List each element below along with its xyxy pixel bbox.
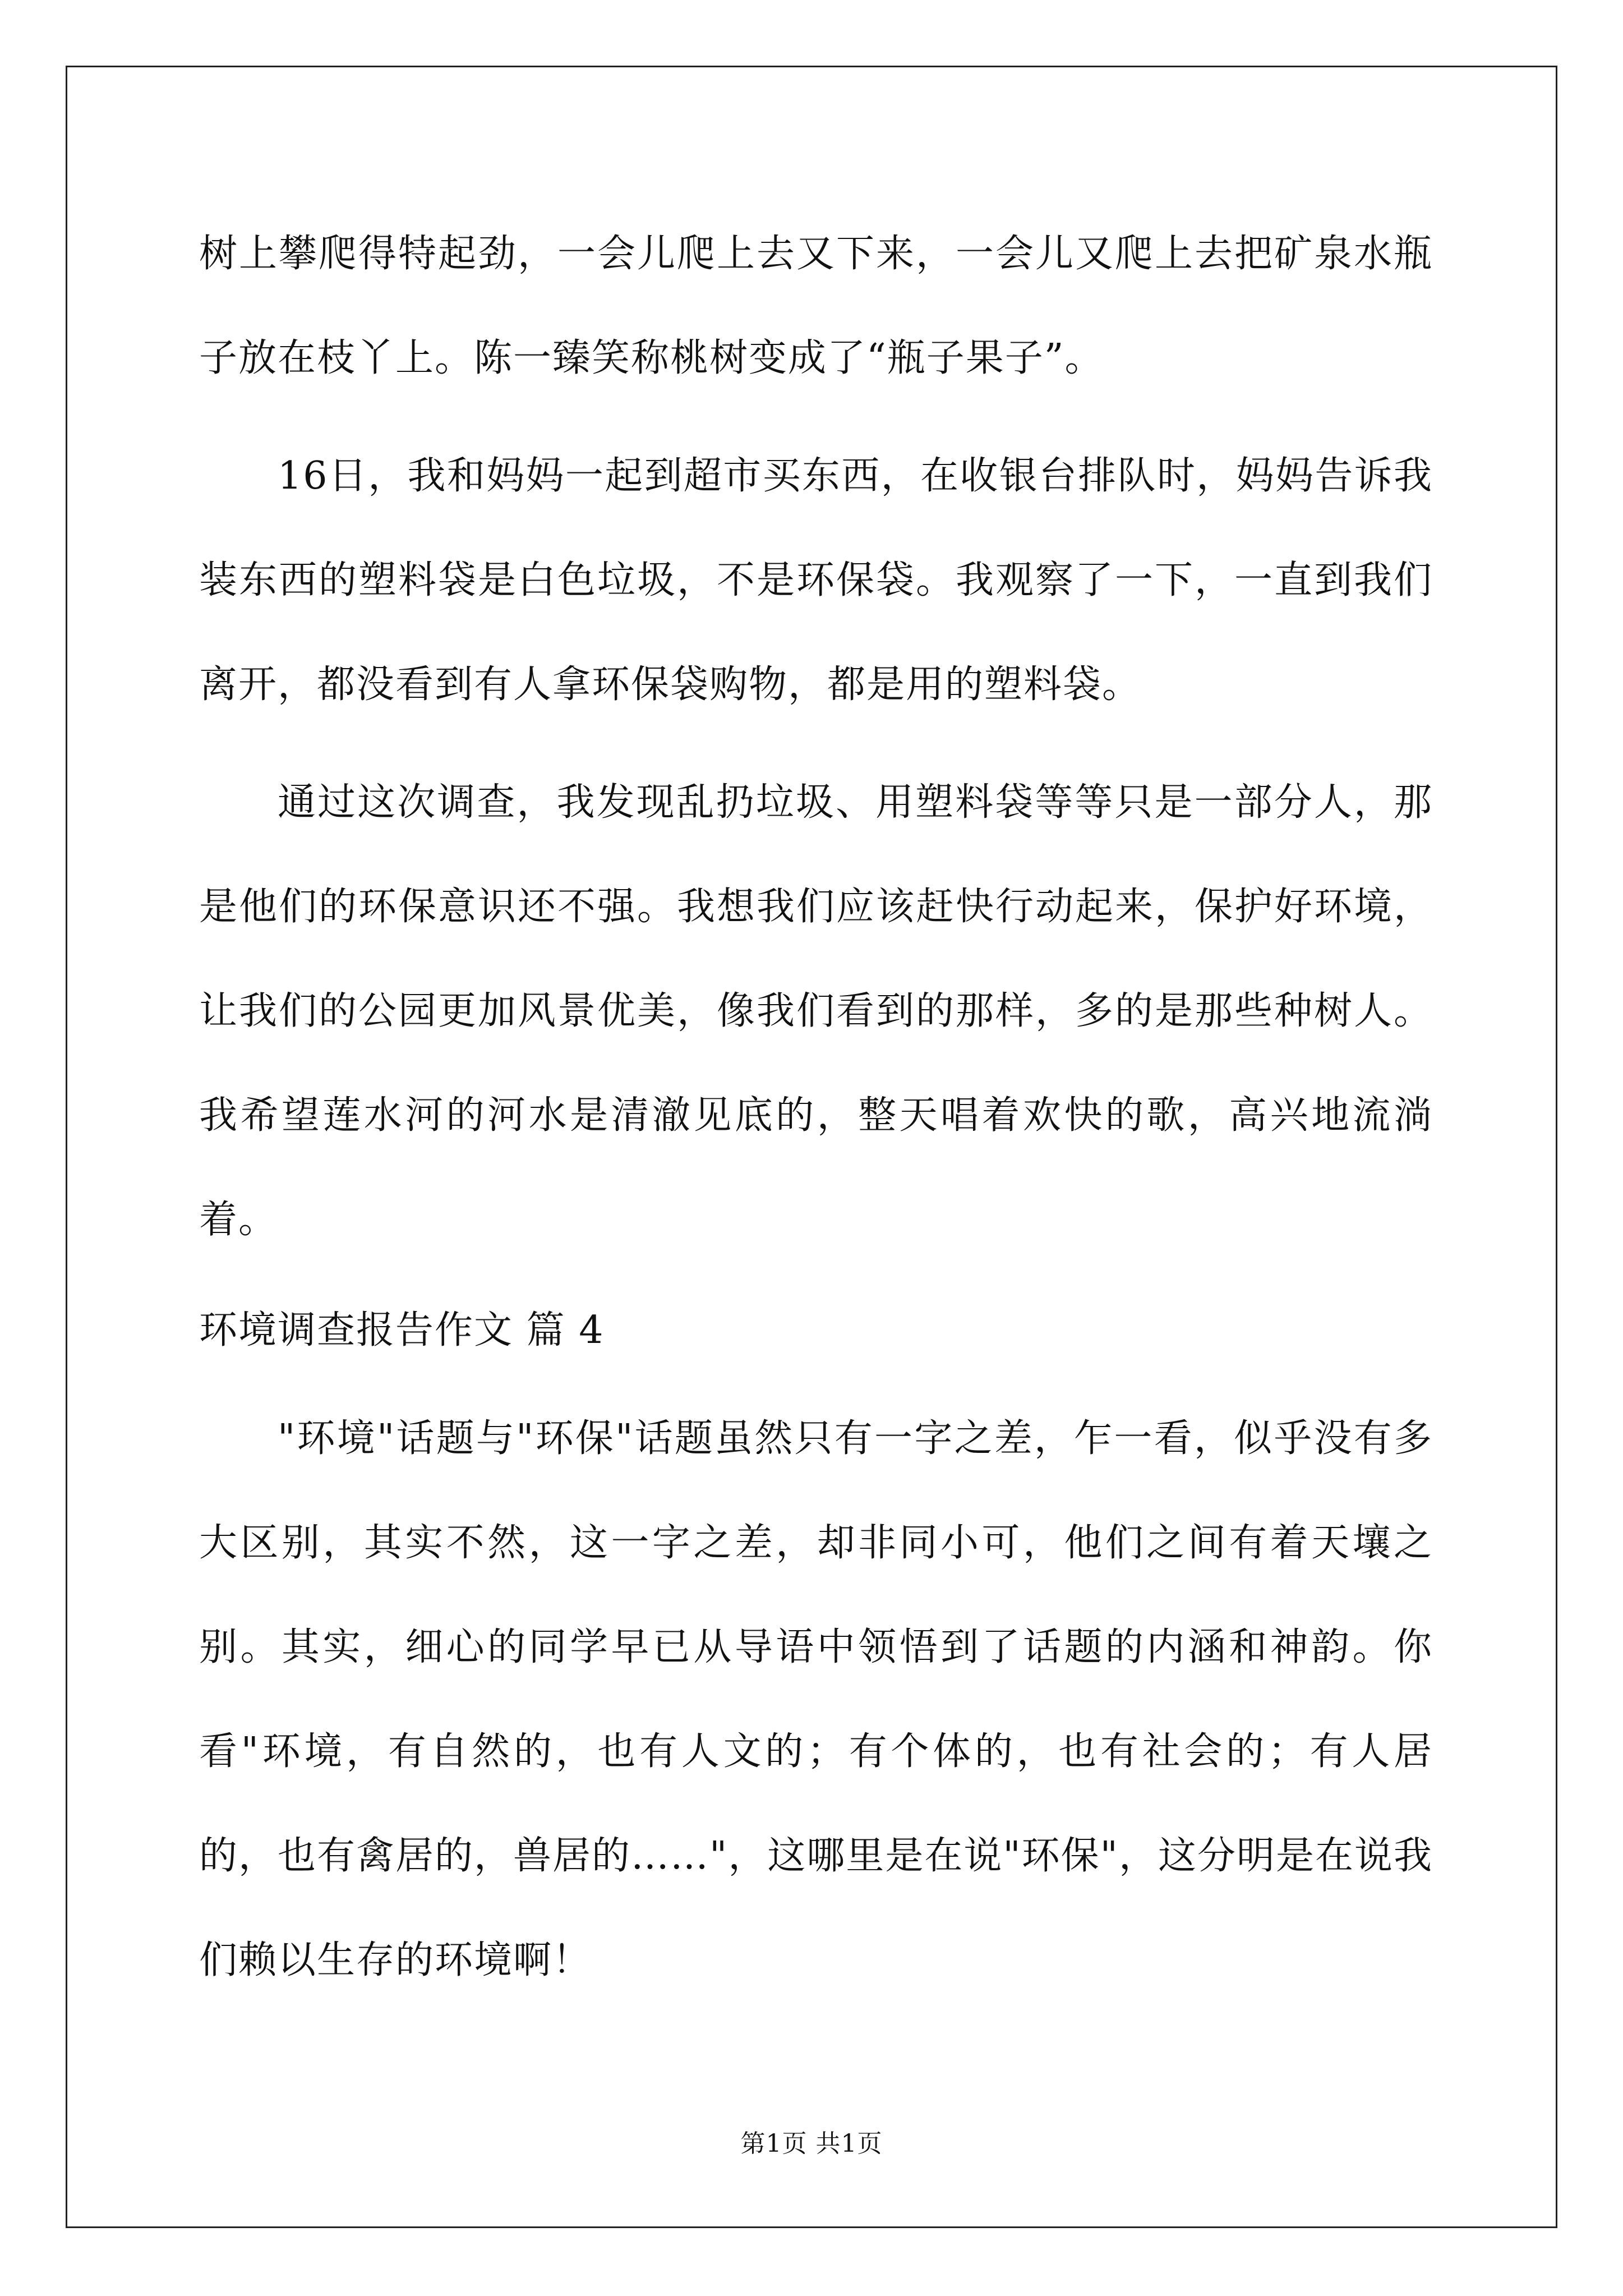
section-heading: 环境调查报告作文 篇 4 — [199, 1308, 605, 1352]
paragraph: 树上攀爬得特起劲，一会儿爬上去又下来，一会儿又爬上去把矿泉水瓶子放在枝丫上。陈一臻笑称桃树变成了“瓶子果子”。 — [199, 232, 1433, 380]
paragraph: 16日，我和妈妈一起到超市买东西，在收银台排队时，妈妈告诉我装东西的塑料袋是白色垃圾，不是环保袋。我观察了一下，一直到我们离开，都没看到有人拿环保袋购物，都是用的塑料袋。 — [199, 454, 1433, 707]
page-footer: 第1页 共1页 — [740, 2129, 883, 2158]
paragraph: "环境"话题与"环保"话题虽然只有一字之差，乍一看，似乎没有多大区别，其实不然，这一字之差，却非同小可，他们之间有着天壤之别。其实，细心的同学早已从导语中领悟到了话题的内涵和神韵。你看"环境，有自然的，也有人文的；有个体的，也有社会的；有人居的，也有禽居的，兽居的……"，这哪里是在说"环保"，这分明是在说我们赖以生存的环境啊！ — [199, 1416, 1433, 1982]
paragraph: 通过这次调查，我发现乱扔垃圾、用塑料袋等等只是一部分人，那是他们的环保意识还不强。我想我们应该赶快行动起来，保护好环境，让我们的公园更加风景优美，像我们看到的那样，多的是那些种树人。我希望莲水河的河水是清澈见底的，整天唱着欢快的歌，高兴地流淌着。 — [199, 780, 1433, 1242]
document-body — [199, 202, 1433, 2026]
